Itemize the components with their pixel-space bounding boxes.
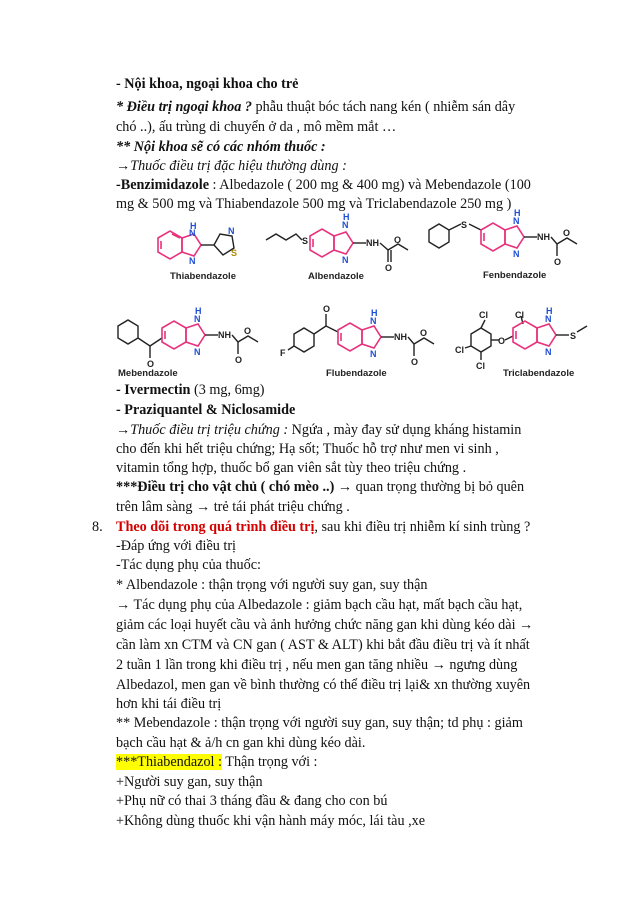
atom-n-label: N [194, 347, 201, 357]
arrow-icon: → [116, 158, 131, 174]
section8-title-line [116, 518, 530, 537]
symptomatic-text-3: vitamin tổng hợp, thuốc bổ gan viên sắt tùy theo triệu chứng . [116, 460, 467, 476]
atom-o-label: O [323, 304, 331, 314]
atom-o-label: O [498, 336, 506, 346]
atom-h-label: H [514, 208, 521, 218]
triclabendazole-structure [455, 306, 595, 378]
albendazole-effects-2: giảm các loại huyết cầu và ảnh hưởng chức năng gan khi dùng kéo dài → [116, 617, 534, 633]
thiabendazole-caution-text: Thận trọng với : [221, 754, 318, 770]
symptomatic-line [116, 421, 521, 440]
atom-s-label: S [302, 236, 309, 246]
atom-n-label: N [189, 228, 196, 238]
surgical-treatment-line [116, 98, 515, 117]
thiabendazole-item-1: +Người suy gan, suy thận [116, 774, 263, 790]
albendazole-effects-5: Albedazol, men gan về bình thường có thể điều trị lại& xn thường xuyên [116, 677, 531, 693]
thiabendazole-structure [150, 216, 260, 282]
albendazole-effects-4: 2 tuần 1 lần trong khi điều trị , nếu men gan tăng nhiều → ngưng dùng [116, 657, 518, 673]
mebendazole-caption: Mebendazole [118, 368, 178, 379]
fenbendazole-caption: Fenbendazole [483, 270, 547, 281]
atom-nh-label: NH [218, 330, 231, 340]
atom-o-label: O [554, 257, 562, 267]
host-treatment-text: → quan trọng thường bị bỏ quên [334, 479, 525, 495]
atom-n-label: N [228, 226, 235, 236]
atom-n-label: N [189, 256, 196, 266]
atom-nh-label: NH [537, 232, 550, 242]
ivermectin-heading: - Ivermectin [116, 382, 191, 398]
atom-n-label: N [342, 255, 349, 265]
benzimidazole-text: : Albedazole ( 200 mg & 400 mg) và Mebendazole (100 [209, 177, 531, 193]
atom-o-label: O [147, 359, 155, 369]
atom-h-label: H [546, 306, 553, 316]
atom-n-label: N [370, 316, 377, 326]
section-number: 8. [92, 519, 103, 535]
atom-o-label: O [394, 235, 402, 245]
response-line: -Đáp ứng với điều trị [116, 538, 236, 554]
mebendazole-caution-1: ** Mebendazole : thận trọng với người suy gan, suy thận; td phụ : giảm [116, 715, 523, 731]
benzimidazole-heading: -Benzimidazole [116, 177, 209, 193]
benzimidazole-text-cont: mg & 500 mg và Thiabendazole 500 mg và Triclabendazole 250 mg ) [116, 196, 512, 212]
albendazole-effects-6: hơn khi tái điều trị [116, 696, 222, 712]
atom-cl-label: Cl [515, 310, 524, 320]
thiabendazole-item-3: +Không dùng thuốc khi vận hành máy móc, lái tàu ,xe [116, 813, 426, 829]
atom-f-label: F [280, 348, 286, 358]
atom-h-label: H [195, 306, 202, 316]
albendazole-caution-line: * Albendazole : thận trọng với người suy gan, suy thận [116, 577, 428, 593]
specific-treatment-line [116, 157, 347, 176]
atom-n-label: N [513, 216, 520, 226]
atom-o-label: O [411, 357, 419, 367]
atom-o-label: O [235, 355, 243, 365]
atom-nh-label: NH [394, 332, 407, 342]
symptomatic-text-2: cho đến khi hết triệu chứng; Hạ sốt; Thuốc hỗ trợ như men vi sinh , [116, 441, 499, 457]
ivermectin-dose: (3 mg, 6mg) [190, 382, 265, 398]
atom-cl-label: Cl [479, 310, 488, 320]
flubendazole-structure [278, 306, 438, 378]
surgical-text-cont: chó ..), ấu trùng di chuyển ở da , mô mềm mắt … [116, 119, 397, 135]
host-treatment-text-2: trên lâm sàng → trẻ tái phát triệu chứng . [116, 499, 350, 515]
atom-n-label: N [342, 220, 349, 230]
medical-groups-heading: ** Nội khoa sẽ có các nhóm thuốc : [116, 139, 326, 155]
flubendazole-caption: Flubendazole [326, 368, 387, 379]
host-treatment-heading: ***Điều trị cho vật chủ ( chó mèo ..) [116, 479, 335, 495]
atom-o-label: O [244, 326, 252, 336]
benzimidazole-line [116, 176, 531, 195]
atom-o-label: O [563, 228, 571, 238]
atom-nh-label: NH [366, 238, 379, 248]
section8-title: Theo dõi trong quá trình điều trị [116, 519, 315, 535]
thiabendazole-caution-line [116, 753, 318, 772]
symptomatic-heading: Thuốc điều trị triệu chứng : [130, 422, 289, 438]
triclabendazole-caption: Triclabendazole [503, 368, 575, 379]
albendazole-caption: Albendazole [308, 271, 364, 282]
atom-h-label: H [343, 212, 350, 222]
arrow-icon: → [116, 422, 131, 438]
section8-title-rest: , sau khi điều trị nhiễm kí sinh trùng ? [314, 519, 531, 535]
surgical-heading: * Điều trị ngoại khoa ? [116, 99, 252, 115]
atom-cl-label: Cl [476, 361, 485, 371]
atom-cl-label: Cl [455, 345, 464, 355]
atom-h-label: H [190, 221, 197, 231]
fenbendazole-structure [425, 208, 585, 282]
atom-o-label: O [420, 328, 428, 338]
ivermectin-line [116, 381, 265, 400]
atom-s-label: S [231, 248, 238, 258]
atom-s-label: S [570, 331, 577, 341]
albendazole-effects-1: → Tác dụng phụ của Albedazole : giảm bạch cầu hạt, mất bạch cầu hạt, [116, 597, 523, 613]
mebendazole-caution-2: bạch cầu hạt & ả/h cn gan khi dùng kéo dài. [116, 735, 366, 751]
atom-n-label: N [370, 349, 377, 359]
atom-n-label: N [194, 314, 201, 324]
thiabendazole-item-2: +Phụ nữ có thai 3 tháng đầu & đang cho con bú [116, 793, 388, 809]
surgical-text: phẫu thuật bóc tách nang kén ( nhiễm sán dây [252, 99, 516, 115]
albendazole-structure [262, 210, 422, 282]
specific-treatment-text: Thuốc điều trị đặc hiệu thường dùng : [130, 158, 347, 174]
thiabendazole-caption: Thiabendazole [170, 271, 236, 282]
atom-n-label: N [513, 249, 520, 259]
thiabendazole-highlight: ***Thiabendazol : [116, 754, 222, 770]
side-effects-line: -Tác dụng phụ của thuốc: [116, 557, 261, 573]
praziquantel-line: - Praziquantel & Niclosamide [116, 402, 296, 418]
mebendazole-structure [112, 306, 272, 378]
symptomatic-text: Ngứa , mày đay sử dụng kháng histamin [288, 422, 522, 438]
albendazole-effects-3: cần làm xn CTM và CN gan ( AST & ALT) khi bắt đầu điều trị và ít nhất [116, 637, 530, 653]
atom-s-label: S [461, 220, 468, 230]
pediatric-treatment-line: - Nội khoa, ngoại khoa cho trẻ [116, 76, 299, 92]
atom-n-label: N [545, 314, 552, 324]
atom-h-label: H [371, 308, 378, 318]
host-treatment-line [116, 478, 524, 497]
atom-o-label: O [385, 263, 393, 273]
atom-n-label: N [545, 347, 552, 357]
